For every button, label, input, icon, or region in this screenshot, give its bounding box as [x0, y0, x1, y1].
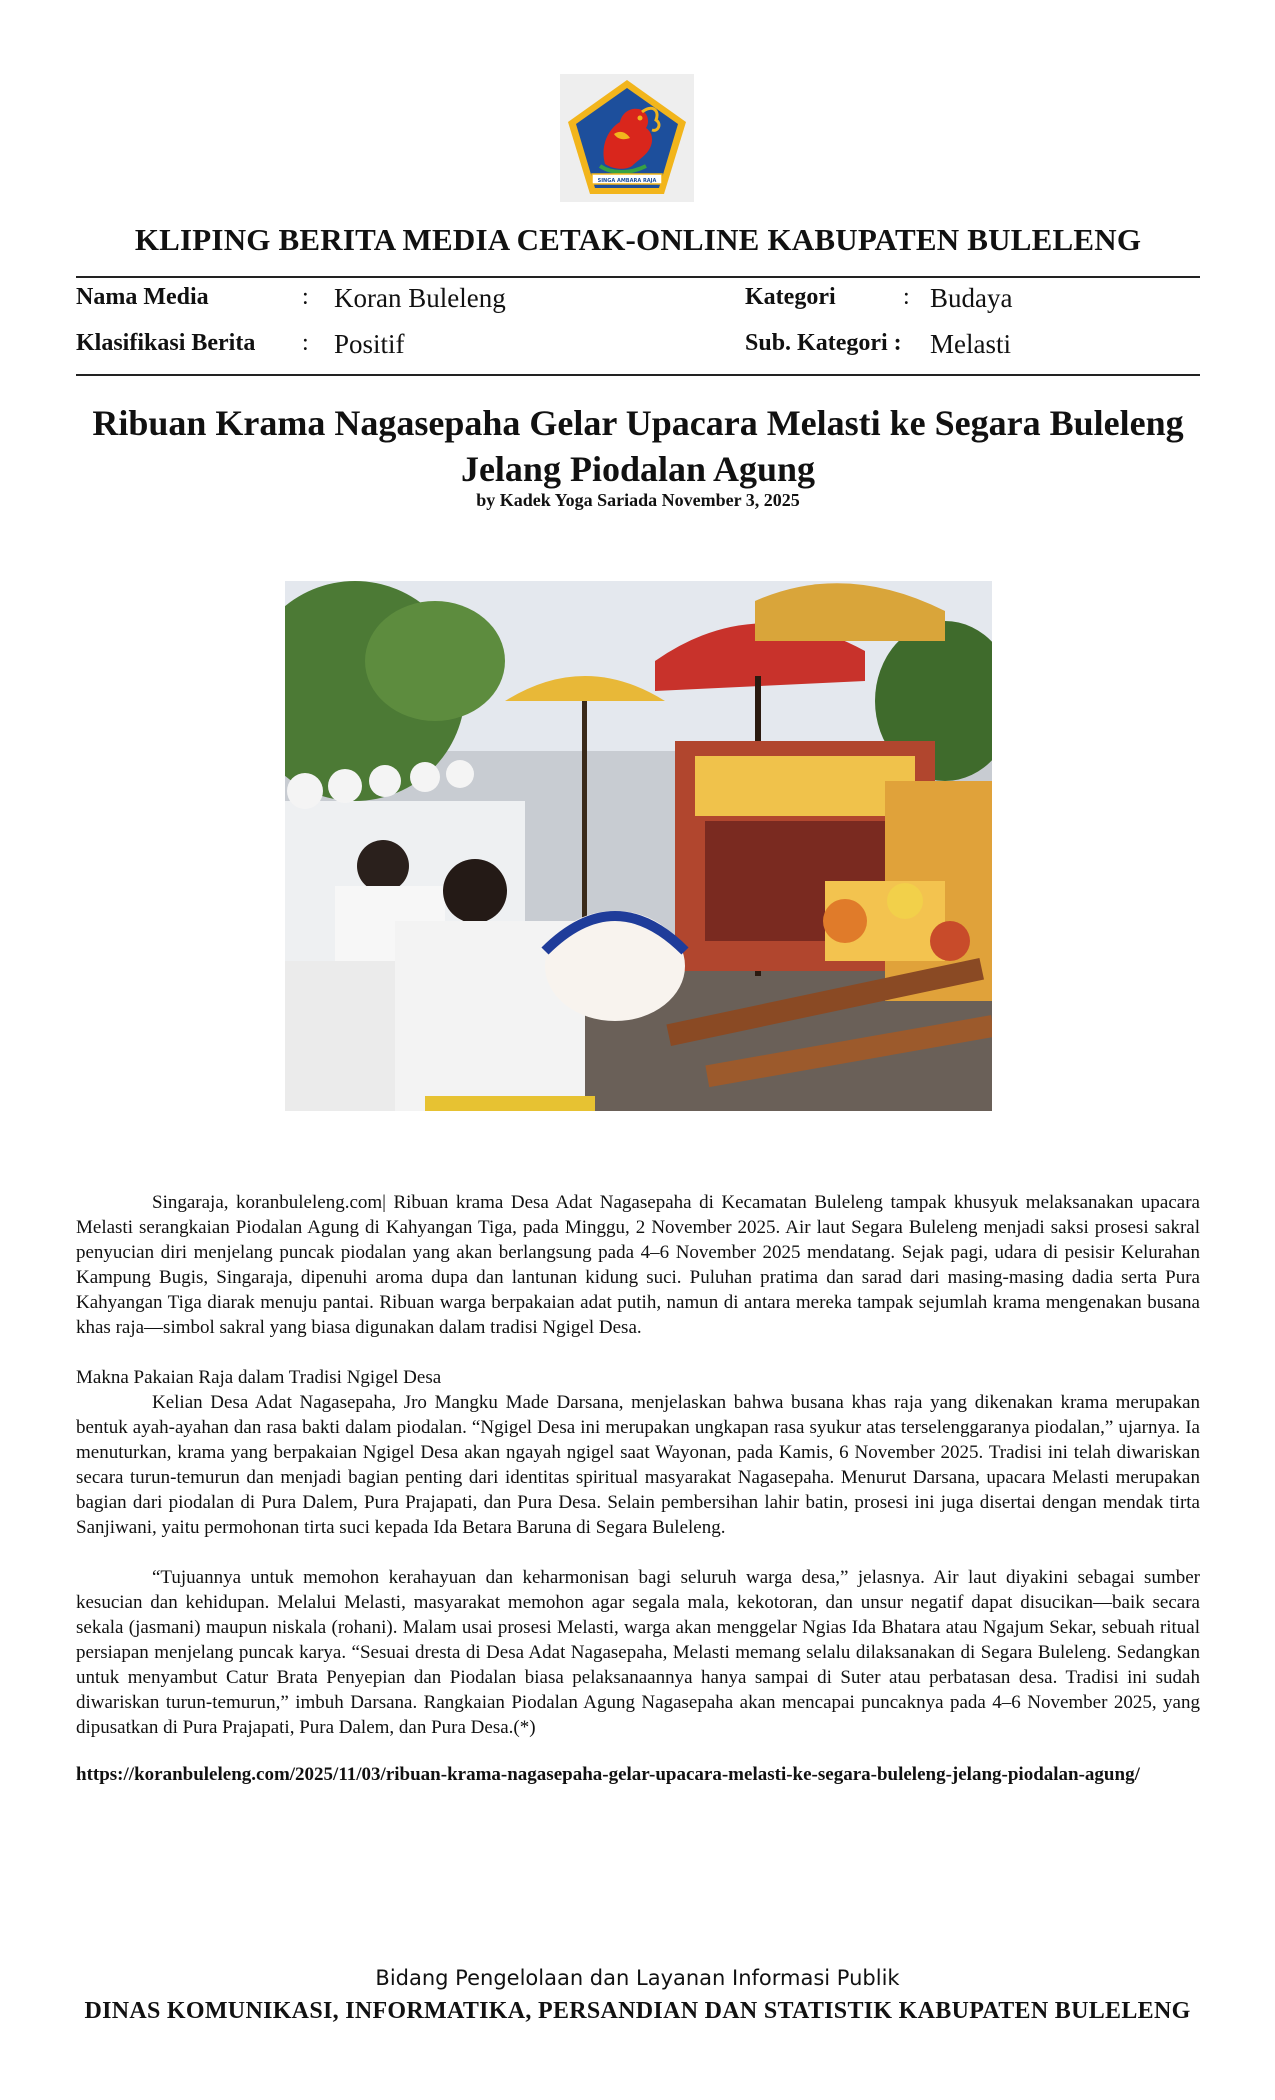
ceremony-photo	[285, 581, 992, 1111]
header-divider	[76, 276, 1200, 278]
subcategory-value: Melasti	[930, 329, 1011, 359]
media-value: Koran Buleleng	[334, 283, 506, 313]
classification-colon: :	[302, 330, 309, 356]
subcategory-label: Sub. Kategori :	[745, 330, 902, 356]
category-colon: :	[903, 284, 910, 310]
article-paragraph-2: Kelian Desa Adat Nagasepaha, Jro Mangku Made Darsana, menjelaskan bahwa busana khas raja yang dikenakan krama merupakan bentuk ayah-ayahan dan rasa bakti dalam piodalan. “Ngigel Desa ini merupakan ungkapan rasa syukur atas terselenggaranya piodalan,” ujarnya. Ia menuturkan, krama yang berpakaian Ngigel Desa akan ngayah ngigel saat Wayonan, pada Kamis, 6 November 2025. Tradisi ini telah diwariskan secara turun-temurun dan menjadi bagian penting dari identitas spiritual masyarakat Nagasepaha. Menurut Darsana, upacara Melasti merupakan bagian dari piodalan di Pura Dalem, Pura Prajapati, dan Pura Desa. Selain pembersihan lahir batin, prosesi ini juga disertai dengan mendak tirta Sanjiwani, yaitu permohonan tirta suci kepada Ida Betara Baruna di Segara Buleleng.	[76, 1392, 1200, 1538]
document-title: KLIPING BERITA MEDIA CETAK-ONLINE KABUPATEN BULELENG	[134, 222, 1142, 257]
classification-value: Positif	[334, 329, 405, 359]
article-paragraph-3: “Tujuannya untuk memohon kerahayuan dan keharmonisan bagi seluruh warga desa,” jelasnya. Air laut diyakini sebagai sumber kesucian dan kehidupan. Melalui Melasti, masyarakat memohon agar segala mala, kekotoran, dan unsur negatif dapat disucikan—baik secara sekala (jasmani) maupun niskala (rohani). Malam usai prosesi Melasti, warga akan menggelar Ngias Ida Bhatara atau Ngajum Sekar, sebuah ritual persiapan menjelang puncak karya. “Sesuai dresta di Desa Adat Nagasepaha, Melasti memang selalu dilaksanakan di Segara Buleleng. Sedangkan untuk menyambut Catur Brata Penyepian dan Piodalan biasa pelaksanaannya hanya sampai di Suter atau perbatasan desa. Tradisi ini sudah diwariskan turun-temurun,” imbuh Darsana. Rangkaian Piodalan Agung Nagasepaha akan mencapai puncaknya pada 4–6 November 2025, yang dipusatkan di Pura Prajapati, Pura Dalem, dan Pura Desa.(*)	[76, 1567, 1200, 1738]
footer-unit: Bidang Pengelolaan dan Layanan Informasi Publik	[375, 1966, 900, 1990]
article-byline: by Kadek Yoga Sariada November 3, 2025	[476, 490, 800, 510]
media-label: Nama Media	[76, 284, 209, 310]
article-paragraph-1: Singaraja, koranbuleleng.com| Ribuan krama Desa Adat Nagasepaha di Kecamatan Buleleng tampak khusyuk melaksanakan upacara Melasti serangkaian Piodalan Agung di Kahyangan Tiga, pada Minggu, 2 November 2025. Air laut Segara Buleleng menjadi saksi prosesi sakral penyucian diri menjelang puncak piodalan yang akan berlangsung pada 4–6 November 2025 mendatang. Sejak pagi, udara di pesisir Kelurahan Kampung Bugis, Singaraja, dipenuhi aroma dupa dan lantunan kidung suci. Puluhan pratima dan sarad dari masing-masing dadia serta Pura Kahyangan Tiga diarak menuju pantai. Ribuan warga berpakaian adat putih, namun di antara mereka tampak sejumlah krama mengenakan busana khas raja—simbol sakral yang biasa digunakan dalam tradisi Ngigel Desa.	[76, 1192, 1200, 1338]
media-colon: :	[302, 284, 309, 310]
headline-line-1: Ribuan Krama Nagasepaha Gelar Upacara Melasti ke Segara Buleleng	[92, 403, 1184, 443]
article-headline	[76, 400, 1200, 492]
logo-text: SINGA AMBARA RAJA	[597, 178, 657, 184]
category-label: Kategori	[745, 284, 836, 310]
footer-office: DINAS KOMUNIKASI, INFORMATIKA, PERSANDIAN DAN STATISTIK KABUPATEN BULELENG	[84, 1998, 1191, 2024]
article-subheading: Makna Pakaian Raja dalam Tradisi Ngigel Desa	[76, 1367, 442, 1388]
source-url-link[interactable]: https://koranbuleleng.com/2025/11/03/ribuan-krama-nagasepaha-gelar-upacara-melasti-ke-segara-buleleng-jelang-piodalan-agung/	[76, 1764, 1140, 1785]
classification-label: Klasifikasi Berita	[76, 330, 256, 356]
regency-logo	[560, 74, 694, 202]
meta-divider	[76, 374, 1200, 376]
article-body	[76, 1190, 1200, 1740]
headline-line-2: Jelang Piodalan Agung	[460, 449, 816, 489]
category-value: Budaya	[930, 283, 1013, 313]
